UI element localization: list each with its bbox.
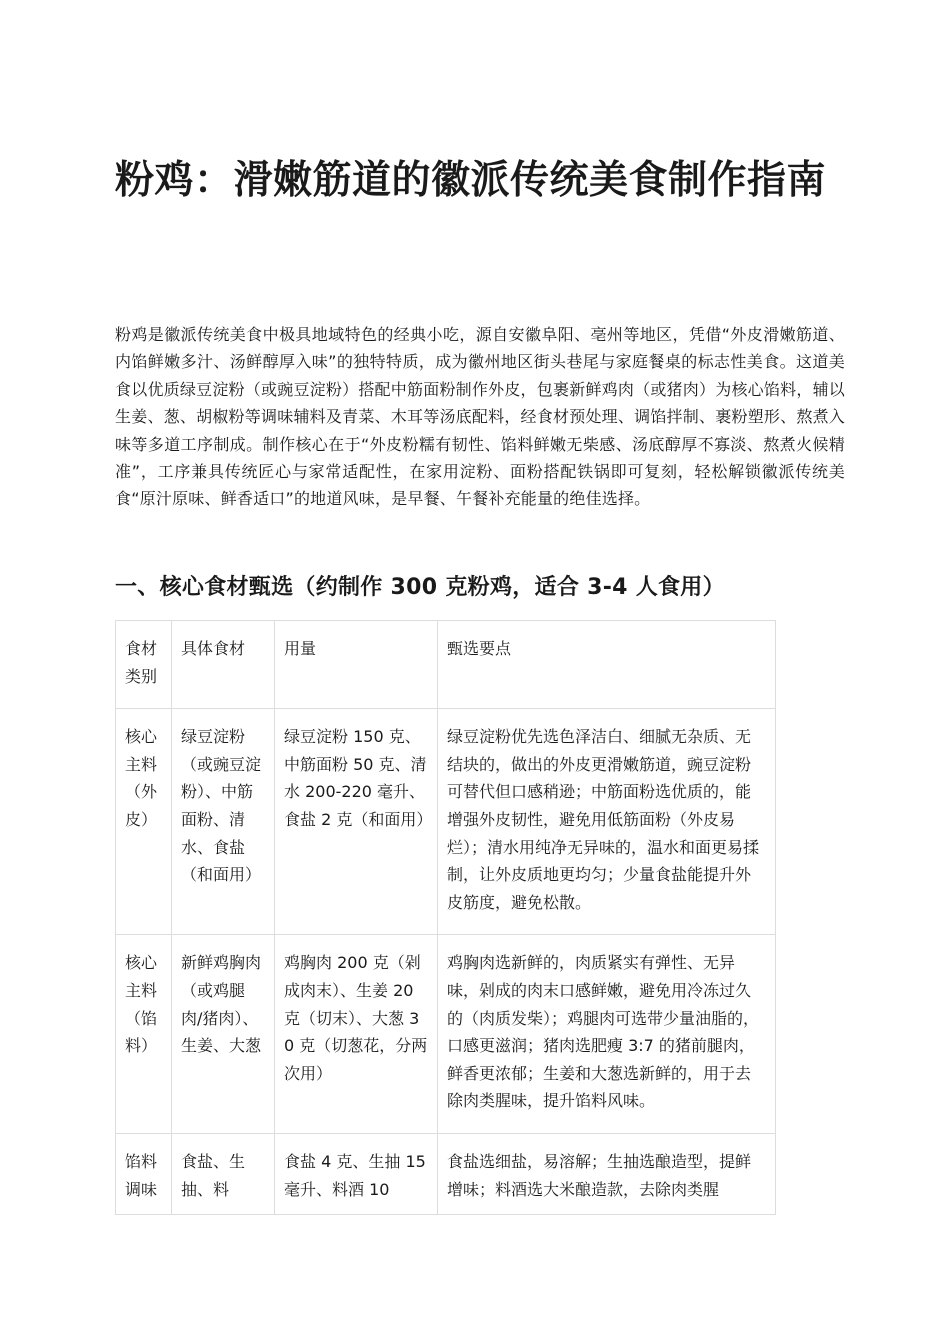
table-row — [116, 935, 776, 1134]
header-amount: 用量 — [275, 621, 438, 709]
cell-category: 核心主料（馅料） — [116, 935, 172, 1134]
cell-amount: 绿豆淀粉 150 克、中筋面粉 50 克、清水 200-220 毫升、食盐 2 克（和面用） — [275, 709, 438, 935]
cell-tips: 绿豆淀粉优先选色泽洁白、细腻无杂质、无结块的，做出的外皮更滑嫩筋道，豌豆淀粉可替代但口感稍逊；中筋面粉选优质的，能增强外皮韧性，避免用低筋面粉（外皮易烂）；清水用纯净无异味的，温水和面更易揉制，让外皮质地更均匀；少量食盐能提升外皮筋度，避免松散。 — [438, 709, 776, 935]
table-row — [116, 709, 776, 935]
cell-amount: 鸡胸肉 200 克（剁成肉末）、生姜 20 克（切末）、大葱 30 克（切葱花，分两次用） — [275, 935, 438, 1134]
document-page — [115, 0, 845, 1344]
table-row — [116, 1133, 776, 1215]
header-tips: 甄选要点 — [438, 621, 776, 709]
section-heading-ingredients: 一、核心食材甄选（约制作 300 克粉鸡，适合 3-4 人食用） — [115, 575, 725, 600]
cell-amount: 食盐 4 克、生抽 15 毫升、料酒 10 — [275, 1133, 438, 1215]
cell-tips: 食盐选细盐，易溶解；生抽选酿造型，提鲜增味；料酒选大米酿造款，去除肉类腥 — [438, 1133, 776, 1215]
cell-ingredients: 新鲜鸡胸肉（或鸡腿肉/猪肉）、生姜、大葱 — [172, 935, 275, 1134]
cell-tips: 鸡胸肉选新鲜的，肉质紧实有弹性、无异味，剁成的肉末口感鲜嫩，避免用冷冻过久的（肉质发柴）；鸡腿肉可选带少量油脂的，口感更滋润；猪肉选肥瘦 3:7 的猪前腿肉，鲜香更浓郁；生姜和大葱选新鲜的，用于去除肉类腥味，提升馅料风味。 — [438, 935, 776, 1134]
page-title: 粉鸡：滑嫩筋道的徽派传统美食制作指南 — [115, 158, 827, 203]
header-ingredients: 具体食材 — [172, 621, 275, 709]
ingredients-table — [115, 620, 776, 1215]
header-category: 食材类别 — [116, 621, 172, 709]
cell-category: 馅料调味 — [116, 1133, 172, 1215]
cell-category: 核心主料（外皮） — [116, 709, 172, 935]
cell-ingredients: 绿豆淀粉（或豌豆淀粉）、中筋面粉、清水、食盐（和面用） — [172, 709, 275, 935]
ingredients-table-container — [115, 620, 776, 1215]
table-header-row — [116, 621, 776, 709]
cell-ingredients: 食盐、生抽、料 — [172, 1133, 275, 1215]
intro-paragraph: 粉鸡是徽派传统美食中极具地域特色的经典小吃，源自安徽阜阳、亳州等地区，凭借“外皮滑嫩筋道、内馅鲜嫩多汁、汤鲜醇厚入味”的独特特质，成为徽州地区街头巷尾与家庭餐桌的标志性美食。这道美食以优质绿豆淀粉（或豌豆淀粉）搭配中筋面粉制作外皮，包裹新鲜鸡肉（或猪肉）为核心馅料，辅以生姜、葱、胡椒粉等调味辅料及青菜、木耳等汤底配料，经食材预处理、调馅拌制、裹粉塑形、熬煮入味等多道工序制成。制作核心在于“外皮粉糯有韧性、馅料鲜嫩无柴感、汤底醇厚不寡淡、熬煮火候精准”，工序兼具传统匠心与家常适配性，在家用淀粉、面粉搭配铁锅即可复刻，轻松解锁徽派传统美食“原汁原味、鲜香适口”的地道风味，是早餐、午餐补充能量的绝佳选择。 — [115, 325, 845, 509]
